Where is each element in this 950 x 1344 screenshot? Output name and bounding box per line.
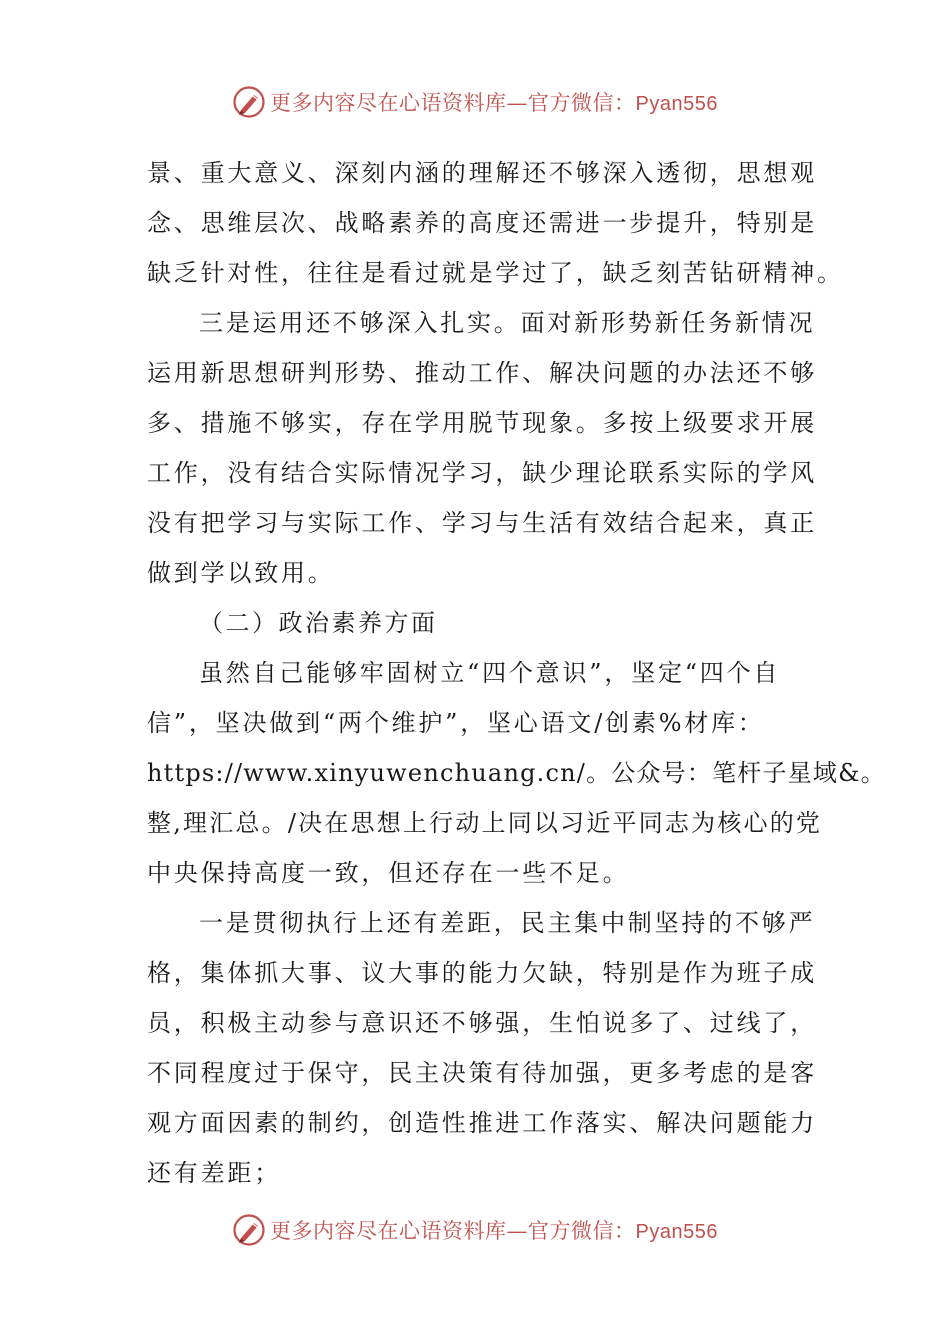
- pen-circle-logo-icon: [232, 85, 266, 119]
- text-line: 不同程度过于保守，民主决策有待加强，更多考虑的是客: [147, 1059, 817, 1087]
- text-line: 员，积极主动参与意识还不够强，生怕说多了、过线了，: [147, 1009, 817, 1037]
- text-line: 运用新思想研判形势、推动工作、解决问题的办法还不够: [147, 359, 817, 387]
- footer-banner: [0, 1208, 950, 1252]
- text-line: 格，集体抓大事、议大事的能力欠缺，特别是作为班子成: [147, 959, 817, 987]
- banner-wechat-id: Pyan556: [635, 93, 718, 115]
- text-line: 整,理汇总。/决在思想上行动上同以习近平同志为核心的党: [147, 809, 823, 837]
- pen-circle-logo-icon: [232, 1213, 266, 1247]
- banner-text: [270, 1215, 718, 1245]
- text-line: 景、重大意义、深刻内涵的理解还不够深入透彻，思想观: [147, 159, 817, 187]
- text-line: 观方面因素的制约，创造性推进工作落实、解决问题能力: [147, 1109, 817, 1137]
- paragraph-start-line: 一是贯彻执行上还有差距，民主集中制坚持的不够严: [199, 909, 816, 937]
- text-line: 还有差距；: [147, 1159, 281, 1187]
- text-line: 缺乏针对性，往往是看过就是学过了，缺乏刻苦钻研精神。: [147, 259, 844, 287]
- banner-wechat-id: Pyan556: [635, 1221, 718, 1243]
- text-line: 没有把学习与实际工作、学习与生活有效结合起来，真正: [147, 509, 817, 537]
- text-line: 工作，没有结合实际情况学习，缺少理论联系实际的学风: [147, 459, 817, 487]
- banner-label: 更多内容尽在心语资料库—官方微信：: [270, 91, 636, 115]
- text-line-url: https://www.xinyuwenchuang.cn/。公众号：笔杆子星域&。: [147, 759, 886, 787]
- text-line: 中央保持高度一致，但还存在一些不足。: [147, 859, 630, 887]
- paragraph-start-line: 三是运用还不够深入扎实。面对新形势新任务新情况: [199, 309, 816, 337]
- section-heading: （二）政治素养方面: [199, 609, 438, 637]
- banner-label: 更多内容尽在心语资料库—官方微信：: [270, 1219, 636, 1243]
- header-banner: [0, 80, 950, 124]
- banner-text: [270, 87, 718, 117]
- text-line: 多、措施不够实，存在学用脱节现象。多按上级要求开展: [147, 409, 817, 437]
- text-line: 信”，坚决做到“两个维护”，坚心语文/创素%材库：: [147, 709, 765, 737]
- paragraph-start-line: 虽然自己能够牢固树立“四个意识”，坚定“四个自: [199, 659, 781, 687]
- document-body: [147, 148, 886, 1198]
- text-line: 做到学以致用。: [147, 559, 335, 587]
- text-line: 念、思维层次、战略素养的高度还需进一步提升，特别是: [147, 209, 817, 237]
